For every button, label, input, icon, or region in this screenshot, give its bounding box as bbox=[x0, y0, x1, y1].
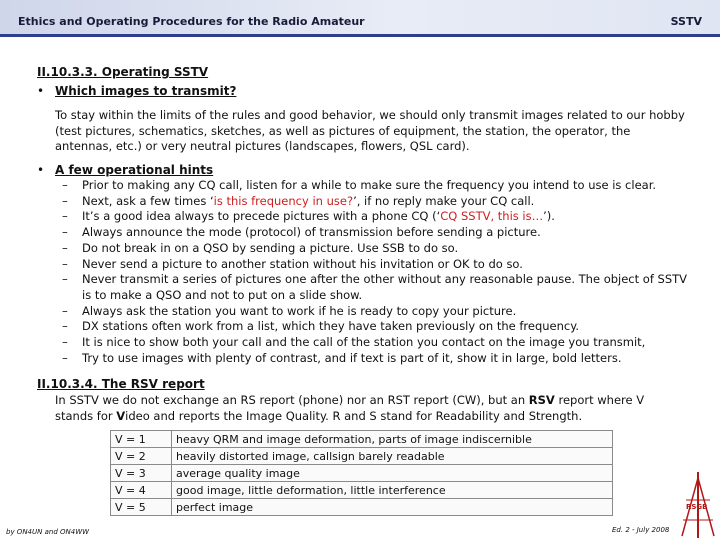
hint-item: – Never transmit a series of pictures one after the other without any reasonable pause. The object of SSTV is to make a QSO and not to put on a slide show. bbox=[62, 272, 692, 303]
hint-item: – Next, ask a few times ‘is this frequency in use?’, if no reply make your CQ call. bbox=[62, 194, 692, 210]
section-heading-operating: II.10.3.3. Operating SSTV bbox=[37, 65, 209, 79]
hint-item: – It is nice to show both your call and the call of the station you contact on the image you transmit, bbox=[62, 335, 692, 351]
bullet-title: A few operational hints bbox=[55, 163, 214, 177]
bullet-title: Which images to transmit? bbox=[55, 84, 237, 98]
hint-item: – Always ask the station you want to work if he is ready to copy your picture. bbox=[62, 304, 692, 320]
footer-authors: by ON4UN and ON4WW bbox=[6, 528, 90, 536]
section-heading-rsv: II.10.3.4. The RSV report bbox=[37, 377, 205, 391]
highlight-text: CQ SSTV, this is… bbox=[440, 209, 544, 224]
bullet-dot-icon: • bbox=[37, 163, 45, 177]
hint-item: – Always announce the mode (protocol) of transmission before sending a picture. bbox=[62, 225, 692, 241]
hint-item: – Do not break in on a QSO by sending a picture. Use SSB to do so. bbox=[62, 241, 692, 257]
header-rule bbox=[0, 34, 720, 37]
logo-text: RSGB bbox=[686, 503, 708, 511]
images-paragraph: To stay within the limits of the rules and good behavior, we should only transmit images related to our hobby (test pictures, schematics, sketches, as well as pictures of equipment, the station, the operator, the antennas, etc.) or very neutral pictures (landscapes, flowers, QSL card). bbox=[55, 108, 685, 153]
table-row: V = 5 perfect image bbox=[111, 499, 613, 516]
document-title: Ethics and Operating Procedures for the Radio Amateur bbox=[18, 15, 365, 28]
footer-edition: Ed. 2 - July 2008 bbox=[612, 526, 670, 534]
hint-item: – Prior to making any CQ call, listen for a while to make sure the frequency you intend to use is clear. bbox=[62, 178, 692, 194]
hint-item: – Never send a picture to another station without his invitation or OK to do so. bbox=[62, 257, 692, 273]
highlight-text: is this frequency in use? bbox=[213, 193, 354, 208]
bullet-dot-icon: • bbox=[37, 84, 45, 98]
rsv-paragraph: In SSTV we do not exchange an RS report (phone) nor an RST report (CW), but an RSV report where V stands for Video and reports the Image Quality. R and S stand for Readability and Strength. bbox=[55, 393, 645, 423]
bullet-operational-hints bbox=[37, 163, 213, 177]
hint-item: – Try to use images with plenty of contrast, and if text is part of it, show it in large, bold letters. bbox=[62, 351, 692, 367]
hint-item: – It’s a good idea always to precede pictures with a phone CQ (‘CQ SSTV, this is…’). bbox=[62, 209, 692, 225]
hint-item: – DX stations often work from a list, which they have taken previously on the frequency. bbox=[62, 319, 692, 335]
table-row: V = 4 good image, little deformation, little interference bbox=[111, 482, 613, 499]
topic-label: SSTV bbox=[670, 15, 702, 28]
table-row: V = 2 heavily distorted image, callsign barely readable bbox=[111, 448, 613, 465]
bullet-which-images bbox=[37, 84, 236, 98]
header bbox=[0, 0, 720, 40]
hints-list bbox=[62, 178, 692, 366]
table-row: V = 1 heavy QRM and image deformation, parts of image indiscernible bbox=[111, 431, 613, 448]
table-row: V = 3 average quality image bbox=[111, 465, 613, 482]
rsv-table bbox=[110, 430, 613, 516]
